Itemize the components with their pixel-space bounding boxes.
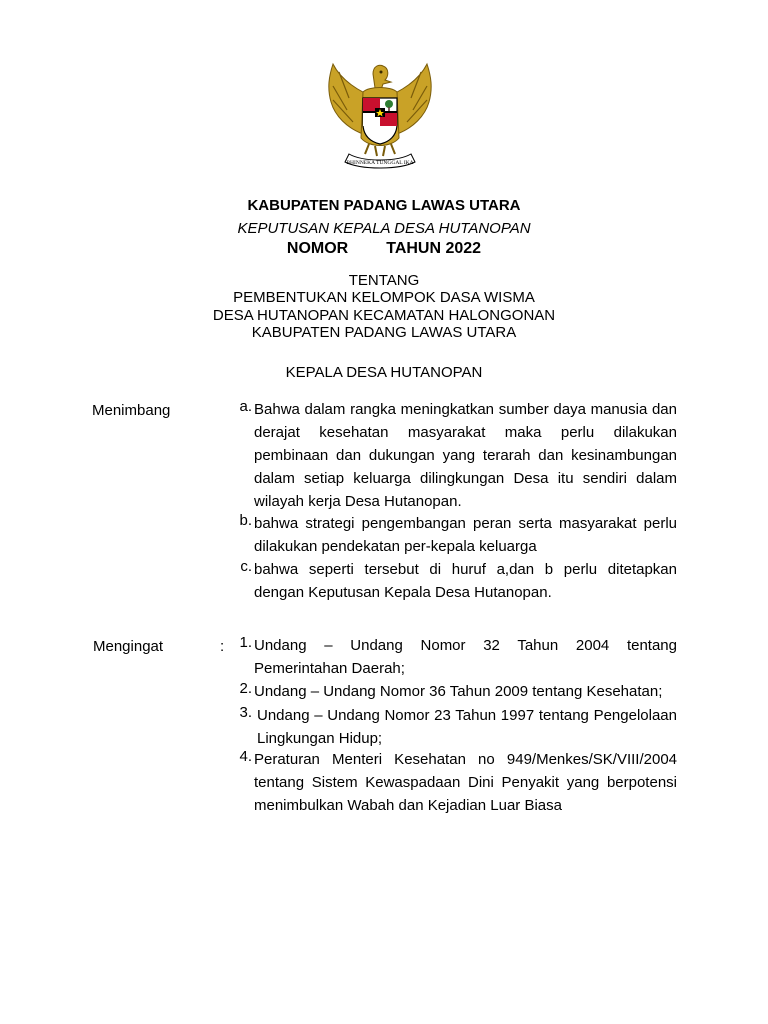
item-marker: a. — [239, 398, 252, 415]
mengingat-item — [224, 704, 677, 750]
issuer-heading: KEPALA DESA HUTANOPAN — [285, 364, 483, 381]
item-marker: 3. — [239, 704, 252, 721]
item-marker: b. — [239, 512, 252, 529]
mengingat-item — [224, 680, 677, 703]
subject-line-1: PEMBENTUKAN KELOMPOK DASA WISMA — [233, 289, 535, 306]
mengingat-label: Mengingat — [93, 638, 164, 655]
regency-heading: KABUPATEN PADANG LAWAS UTARA — [247, 197, 521, 214]
emblem-motto: BHINNEKA TUNGGAL IKA — [346, 160, 414, 166]
subject-line-2: DESA HUTANOPAN KECAMATAN HALONGONAN — [212, 307, 556, 324]
nomor-tahun-heading — [0, 240, 768, 258]
menimbang-item — [224, 512, 677, 558]
decree-heading: KEPUTUSAN KEPALA DESA HUTANOPAN — [237, 220, 531, 237]
item-text: Undang – Undang Nomor 32 Tahun 2004 tentang Pemerintahan Daerah; — [254, 637, 677, 677]
subject-line-3: KABUPATEN PADANG LAWAS UTARA — [251, 324, 517, 341]
menimbang-item — [224, 398, 677, 513]
tentang-label: TENTANG — [348, 272, 420, 289]
item-text: Undang – Undang Nomor 23 Tahun 1997 tentang Pengelolaan Lingkungan Hidup; — [257, 707, 677, 747]
item-marker: c. — [240, 558, 252, 575]
mengingat-item — [224, 634, 677, 680]
mengingat-item — [224, 748, 677, 817]
nomor-label: NOMOR — [286, 240, 349, 257]
item-marker: 4. — [239, 748, 252, 765]
item-text: Undang – Undang Nomor 36 Tahun 2009 tentang Kesehatan; — [254, 683, 663, 700]
tahun-label: TAHUN 2022 — [386, 240, 482, 257]
item-text: Peraturan Menteri Kesehatan no 949/Menkes/SK/VIII/2004 tentang Sistem Kewaspadaan Dini Penyakit yang berpotensi menimbulkan Wabah dan Kejadian Luar Biasa — [254, 751, 677, 814]
menimbang-label: Menimbang — [92, 402, 171, 419]
item-text: bahwa strategi pengembangan peran serta masyarakat perlu dilakukan pendekatan per-kepala keluarga — [254, 515, 677, 555]
item-text: Bahwa dalam rangka meningkatkan sumber daya manusia dan derajat kesehatan masyarakat maka perlu dilakukan pembinaan dan dukungan yang terarah dan kesinambungan dalam setiap keluarga dilingkungan Desa itu sendiri dalam wilayah kerja Desa Hutanopan. — [254, 401, 677, 510]
item-text: bahwa seperti tersebut di huruf a,dan b perlu ditetapkan dengan Keputusan Kepala Desa Hutanopan. — [254, 561, 677, 601]
item-marker: 1. — [239, 634, 252, 651]
menimbang-item — [224, 558, 677, 604]
garuda-pancasila-emblem — [319, 58, 441, 176]
mengingat-colon: : — [220, 638, 225, 655]
item-marker: 2. — [239, 680, 252, 697]
